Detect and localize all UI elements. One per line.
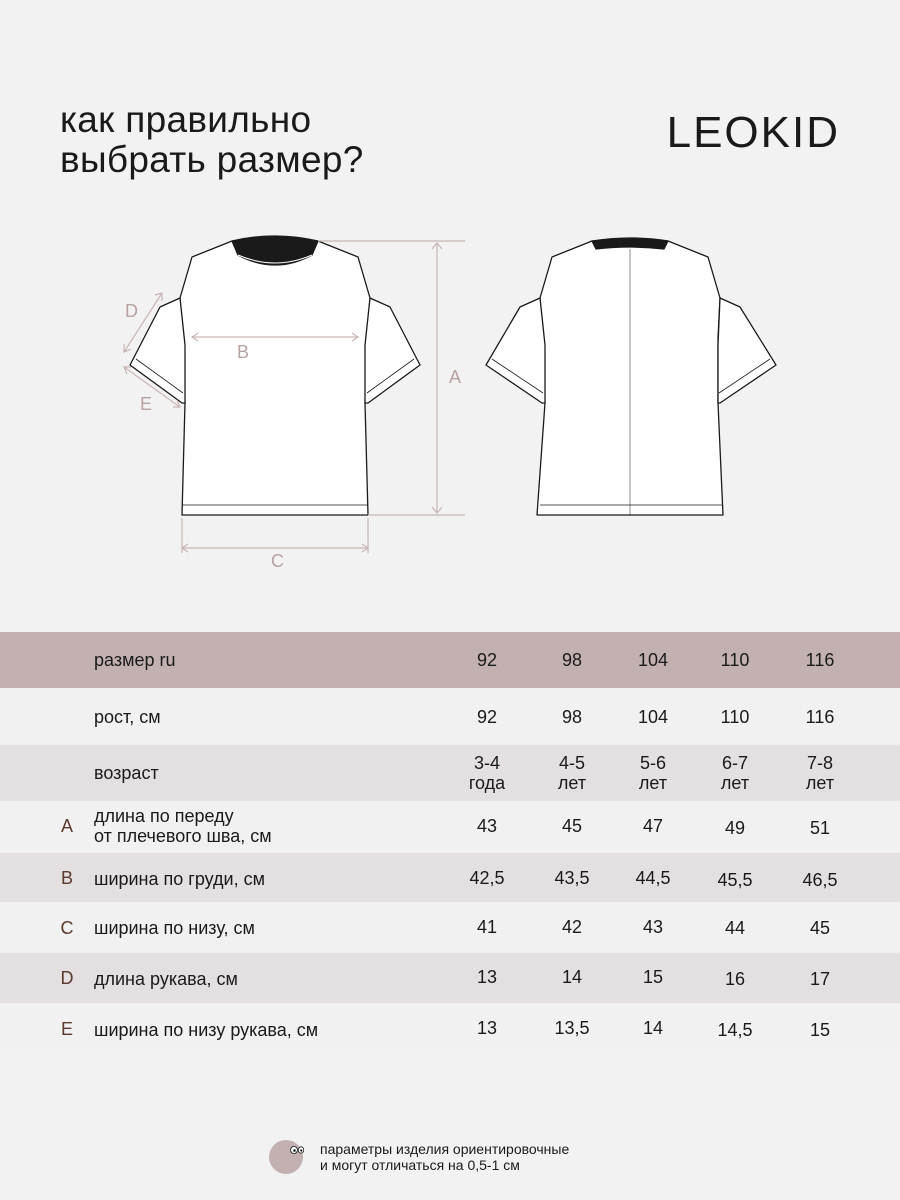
back-right-sleeve bbox=[718, 298, 776, 403]
row-letter: D bbox=[60, 968, 74, 988]
row-letter: B bbox=[60, 868, 73, 888]
title-line-2: выбрать размер? bbox=[60, 139, 364, 180]
table-row-b bbox=[0, 853, 900, 902]
label-a: A bbox=[449, 367, 462, 387]
front-body bbox=[180, 241, 370, 515]
table-cell: 5-6 лет bbox=[638, 753, 668, 793]
row-letter: C bbox=[60, 918, 74, 938]
table-cell: 17 bbox=[809, 969, 831, 989]
table-cell: 116 bbox=[805, 707, 835, 727]
table-cell: 7-8 лет bbox=[805, 753, 835, 793]
table-cell: 45 bbox=[809, 918, 831, 938]
label-b: B bbox=[237, 342, 250, 362]
table-cell: 43,5 bbox=[554, 868, 590, 888]
back-neck-rib bbox=[592, 238, 668, 249]
row-label: ширина по груди, см bbox=[94, 869, 265, 889]
table-cell: 14,5 bbox=[717, 1020, 753, 1040]
row-label: длина рукава, см bbox=[94, 969, 238, 989]
header-size: 116 bbox=[805, 650, 835, 670]
table-row-a bbox=[0, 801, 900, 853]
page-title bbox=[60, 100, 364, 180]
brand-logo: LEOKID bbox=[666, 108, 840, 157]
header-size: 98 bbox=[561, 650, 583, 670]
label-e: E bbox=[140, 394, 153, 414]
table-cell: 14 bbox=[642, 1018, 664, 1038]
table-cell: 45,5 bbox=[717, 870, 753, 890]
table-row-e bbox=[0, 1003, 900, 1055]
table-cell: 98 bbox=[561, 707, 583, 727]
table-cell: 51 bbox=[809, 818, 831, 838]
label-c: C bbox=[271, 551, 284, 571]
tshirt-diagram bbox=[0, 225, 900, 585]
tshirt-front bbox=[130, 236, 420, 515]
table-row-height bbox=[0, 688, 900, 745]
table-cell: 16 bbox=[724, 969, 746, 989]
table-cell: 110 bbox=[720, 707, 750, 727]
table-cell: 4-5 лет bbox=[557, 753, 587, 793]
table-cell: 42 bbox=[561, 917, 583, 937]
table-cell: 13 bbox=[476, 967, 498, 987]
table-row-c bbox=[0, 902, 900, 953]
table-cell: 43 bbox=[476, 816, 498, 836]
table-cell: 45 bbox=[561, 816, 583, 836]
size-table bbox=[0, 632, 900, 1055]
table-header-row bbox=[0, 632, 900, 688]
table-cell: 46,5 bbox=[802, 870, 838, 890]
table-row-age bbox=[0, 745, 900, 801]
header-size: 92 bbox=[476, 650, 498, 670]
table-cell: 41 bbox=[476, 917, 498, 937]
back-left-sleeve bbox=[486, 298, 545, 403]
row-letter: E bbox=[60, 1019, 73, 1039]
table-cell: 3-4 года bbox=[468, 753, 506, 793]
table-cell: 44,5 bbox=[635, 868, 671, 888]
row-letter: A bbox=[60, 816, 73, 836]
row-label: ширина по низу, см bbox=[94, 918, 255, 938]
table-cell: 47 bbox=[642, 816, 664, 836]
table-cell: 42,5 bbox=[469, 868, 505, 888]
table-cell: 14 bbox=[561, 967, 583, 987]
table-cell: 15 bbox=[642, 967, 664, 987]
title-line-1: как правильно bbox=[60, 99, 312, 140]
table-cell: 92 bbox=[476, 707, 498, 727]
header-size: 104 bbox=[637, 650, 669, 670]
tshirt-back bbox=[486, 238, 776, 515]
row-label: длина по переду от плечевого шва, см bbox=[94, 806, 272, 846]
disclaimer-text: параметры изделия ориентировочные и могут отличаться на 0,5-1 см bbox=[320, 1141, 570, 1173]
row-label: возраст bbox=[94, 763, 159, 783]
row-label: рост, см bbox=[94, 707, 161, 727]
table-cell: 104 bbox=[637, 707, 669, 727]
table-cell: 49 bbox=[724, 818, 746, 838]
table-row-d bbox=[0, 953, 900, 1003]
smiling-blob-icon bbox=[268, 1138, 304, 1174]
table-cell: 13 bbox=[476, 1018, 498, 1038]
front-left-sleeve bbox=[130, 298, 185, 403]
row-label: ширина по низу рукава, см bbox=[94, 1020, 319, 1040]
table-cell: 6-7 лет bbox=[720, 753, 750, 793]
table-cell: 13,5 bbox=[554, 1018, 590, 1038]
table-cell: 15 bbox=[809, 1020, 831, 1040]
table-cell: 43 bbox=[642, 917, 664, 937]
front-right-sleeve bbox=[365, 298, 420, 403]
table-cell: 44 bbox=[724, 918, 746, 938]
header-size: 110 bbox=[720, 650, 750, 670]
header-label: размер ru bbox=[94, 650, 176, 670]
label-d: D bbox=[125, 301, 138, 321]
